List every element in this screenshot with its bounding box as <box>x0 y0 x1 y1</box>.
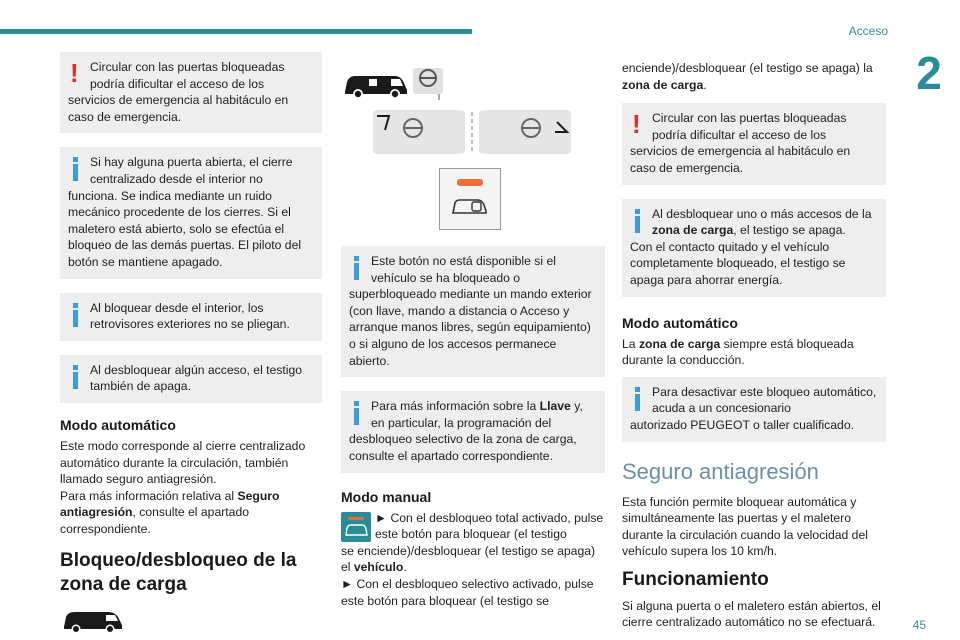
auto-mode-heading: Modo automático <box>60 416 176 433</box>
note-text: autorizado PEUGEOT o taller cualificado. <box>630 417 854 432</box>
note-text: funciona. Se indica mediante un ruido mecánico procedente de los cierres. Si el maletero está abierto, solo se efectúa el bloqueo de las demás puertas. El piloto del botón se mantiene apagado. <box>68 188 302 269</box>
seguro-heading: Seguro antiagresión <box>622 458 819 484</box>
auto-mode-text: La zona de carga siempre está bloqueada durante la conducción. <box>622 336 854 368</box>
funcionamiento-text: Si alguna puerta o el maletero están abiertos, el cierre centralizado automático no se efectuará. <box>622 598 881 630</box>
van-lock-icon <box>450 195 492 219</box>
note-text: Para desactivar este bloqueo automático, acuda a un concesionario <box>652 384 877 416</box>
note-text: Si hay alguna puerta abierta, el cierre centralizado desde el interior no <box>90 155 293 186</box>
info-note <box>60 147 322 278</box>
note-text: servicios de emergencia al habitáculo en caso de emergencia. <box>630 144 851 175</box>
note-text: superbloqueado mediante un mando exterior (con llave, mando a distancia o Acceso y arranque manos libres, según equipamiento) o si alguno de los accesos permanece abierto. <box>349 287 592 368</box>
info-icon <box>70 363 82 389</box>
info-note <box>622 377 886 442</box>
info-note <box>60 293 322 341</box>
manual-mode-heading: Modo manual <box>341 488 432 505</box>
note-text: Al desbloquear uno o más accesos de la zona de carga, el testigo se apaga. <box>652 206 872 238</box>
lock-button-illustration <box>439 168 501 230</box>
info-note <box>622 199 886 297</box>
warning-icon: ! <box>632 109 641 140</box>
info-icon <box>632 385 644 411</box>
auto-mode-text: Este modo corresponde al cierre centralizado automático durante la circulación, también llamado seguro antiagresión. <box>60 438 306 487</box>
funcionamiento-heading: Funcionamiento <box>622 568 769 590</box>
note-text: Con el contacto quitado y el vehículo completamente bloqueado, el testigo se apaga para ahorrar energía. <box>630 239 846 287</box>
note-text: Al bloquear desde el interior, los retrovisores exteriores no se pliegan. <box>90 300 290 332</box>
info-note <box>341 391 605 472</box>
warning-note <box>622 103 886 184</box>
warning-icon: ! <box>70 58 79 88</box>
info-icon <box>351 399 363 425</box>
note-text: Para más información sobre la Llave y, en particular, la programación del <box>371 399 583 430</box>
info-icon <box>70 301 82 327</box>
manual-mode-text: ► Con el desbloqueo total activado, pulse este botón para bloquear (el testigo se enciende)/desbloquear (el testigo se apaga) el vehículo. ► Con el desbloqueo selectivo activado, pulse este botón para bloquear (el testigo se <box>341 510 604 608</box>
warning-note <box>60 52 322 133</box>
page-number: 45 <box>912 618 926 632</box>
note-text: desbloqueo selectivo de la zona de carga, consulte el apartado correspondiente. <box>349 432 577 463</box>
column-left <box>60 52 322 640</box>
note-text: Circular con las puertas bloqueadas podría dificultar el acceso de los <box>90 60 285 91</box>
note-text: Al desbloquear algún acceso, el testigo también de apaga. <box>90 362 303 394</box>
van-illustration <box>60 607 322 640</box>
column-middle <box>341 64 605 609</box>
chapter-number: 2 <box>916 47 942 99</box>
auto-mode-heading: Modo automático <box>622 314 738 331</box>
header-accent-bar <box>0 29 472 34</box>
info-note <box>341 246 605 377</box>
manual-mode-continued: enciende)/desbloquear (el testigo se apaga) la zona de carga. <box>622 61 873 92</box>
info-note <box>60 355 322 403</box>
info-icon <box>351 254 363 280</box>
seguro-text: Esta función permite bloquear automática y simultáneamente las puertas y el maletero durante la circulación cuando la velocidad del vehículo supera los 10 km/h. <box>622 494 868 559</box>
auto-mode-reference: Para más información relativa al Seguro antiagresión, consulte el apartado correspondiente. <box>60 488 280 536</box>
note-text: servicios de emergencia al habitáculo en caso de emergencia. <box>68 93 289 124</box>
column-right <box>622 60 886 639</box>
indicator-light <box>457 179 483 186</box>
vehicle-doors-illustration <box>341 64 605 156</box>
note-text: Circular con las puertas bloqueadas podría dificultar el acceso de los <box>652 111 847 142</box>
section-heading-cargo: Bloqueo/desbloqueo de la zona de carga <box>60 550 297 596</box>
lock-button-icon <box>341 512 371 542</box>
section-title: Acceso <box>848 24 888 38</box>
info-icon <box>632 207 644 233</box>
info-icon <box>70 155 82 181</box>
note-text: Este botón no está disponible si el vehículo se ha bloqueado o <box>371 254 556 285</box>
